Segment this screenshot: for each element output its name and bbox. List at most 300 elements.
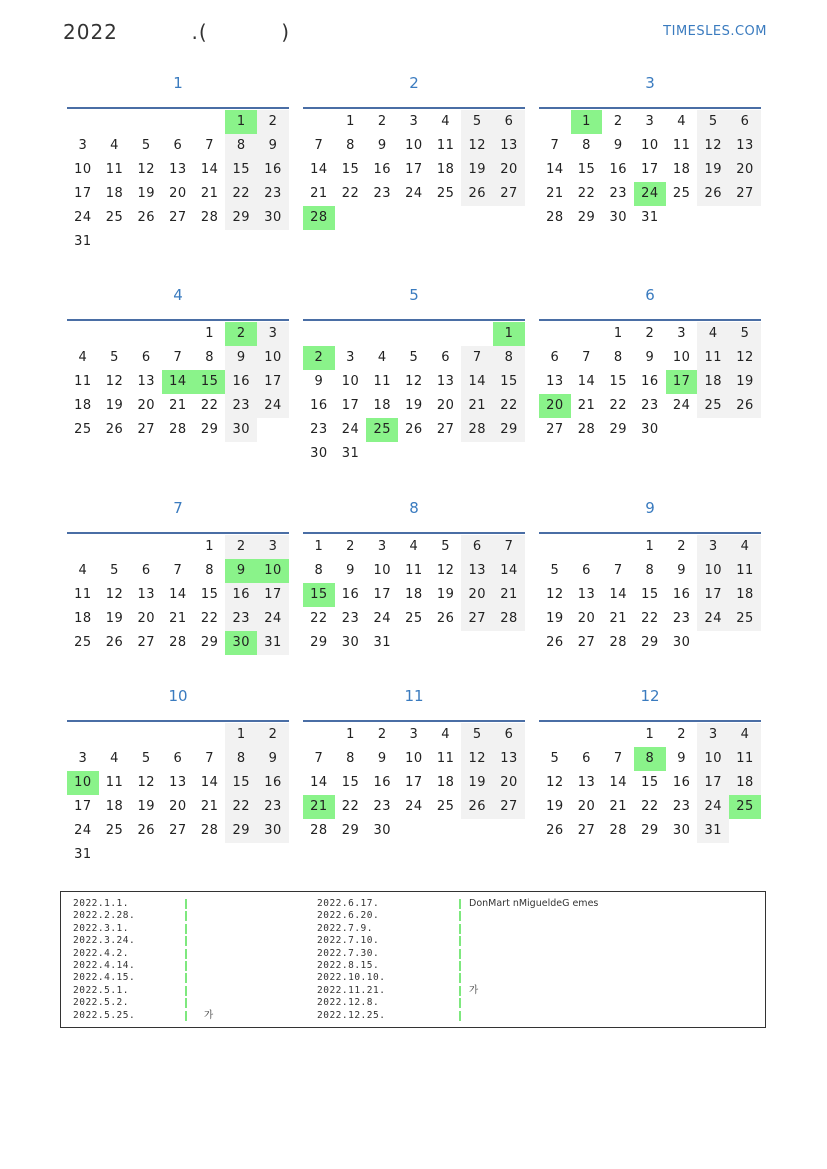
- day-cell: 9: [257, 134, 289, 158]
- day-cell: 6: [582, 563, 591, 578]
- day-cell: 16: [641, 374, 659, 389]
- empty-cell: [697, 631, 729, 655]
- day-cell: 13: [436, 374, 455, 389]
- day-cell: 1: [645, 727, 655, 742]
- day-cell: 6: [550, 350, 560, 365]
- day-cell: 4: [409, 539, 419, 554]
- day-cell: 17: [641, 162, 659, 177]
- day-cell: 22: [641, 799, 659, 814]
- empty-cell: [130, 723, 162, 747]
- day-cell: 17: [405, 162, 423, 177]
- day-cell: 2: [677, 727, 686, 742]
- day-cell: 4: [729, 535, 761, 559]
- day-cell: 29: [200, 635, 219, 650]
- day-cell: 9: [377, 751, 387, 766]
- empty-cell: [99, 535, 131, 559]
- empty-cell: [493, 442, 525, 466]
- empty-cell: [666, 206, 698, 230]
- note-name: [204, 960, 213, 972]
- day-cell: 24: [74, 210, 92, 225]
- day-cell: 30: [373, 823, 391, 838]
- notes-left-dates: [73, 898, 135, 1022]
- day-cell: 8: [346, 138, 355, 153]
- empty-cell: [194, 230, 226, 254]
- empty-cell: [493, 206, 525, 230]
- empty-cell: [539, 110, 571, 134]
- holiday-day-cell: 21: [303, 795, 335, 819]
- day-cell: 15: [225, 158, 257, 182]
- day-cell: 19: [461, 771, 493, 795]
- month-name: 11: [404, 687, 424, 705]
- note-marker: [459, 948, 461, 960]
- day-cell: 27: [137, 635, 155, 650]
- month-rule: [303, 720, 525, 722]
- day-cell: 22: [225, 182, 257, 206]
- empty-cell: [67, 322, 99, 346]
- day-cell: 8: [205, 350, 214, 365]
- day-cell: 11: [74, 374, 92, 389]
- day-cell: 5: [550, 751, 560, 766]
- day-cell: 14: [577, 374, 596, 389]
- month-5: [303, 285, 525, 466]
- empty-cell: [697, 206, 729, 230]
- day-cell: 8: [582, 138, 591, 153]
- day-cell: 16: [672, 775, 691, 790]
- note-name: [469, 910, 598, 922]
- day-cell: 5: [141, 138, 151, 153]
- day-cell: 11: [697, 346, 729, 370]
- day-cell: 30: [341, 635, 360, 650]
- note-marker: [185, 948, 187, 960]
- holiday-day-cell: 17: [666, 370, 698, 394]
- day-cell: 21: [200, 799, 219, 814]
- day-cell: 3: [346, 350, 355, 365]
- empty-cell: [366, 442, 398, 466]
- day-cell: 20: [577, 799, 596, 814]
- note-marker: [459, 898, 461, 910]
- empty-cell: [99, 230, 131, 254]
- day-cell: 22: [225, 795, 257, 819]
- day-cell: 10: [697, 559, 729, 583]
- note-marker: [459, 960, 461, 972]
- empty-cell: [67, 110, 99, 134]
- holiday-day-cell: 28: [303, 206, 335, 230]
- day-cell: 20: [577, 611, 596, 626]
- day-cell: 9: [314, 374, 324, 389]
- holiday-day-cell: 15: [303, 583, 335, 607]
- day-cell: 15: [341, 162, 360, 177]
- day-cell: 21: [546, 186, 564, 201]
- notes-left-names: [204, 898, 213, 1022]
- day-cell: 16: [341, 587, 360, 602]
- day-cell: 2: [613, 114, 623, 129]
- holiday-day-cell: 8: [634, 747, 666, 771]
- empty-cell: [225, 843, 257, 867]
- day-cell: 23: [341, 611, 360, 626]
- day-cell: 29: [641, 823, 659, 838]
- day-cell: 12: [461, 747, 493, 771]
- day-cell: 18: [729, 771, 761, 795]
- day-cell: 9: [346, 563, 355, 578]
- day-cell: 20: [493, 158, 525, 182]
- note-date: 2022.11.21.: [317, 984, 386, 996]
- month-name: 10: [168, 687, 188, 705]
- day-cell: 27: [546, 422, 564, 437]
- day-cell: 2: [257, 723, 289, 747]
- month-name: 6: [645, 286, 655, 304]
- day-cell: 6: [582, 751, 591, 766]
- day-cell: 19: [461, 158, 493, 182]
- day-cell: 28: [546, 210, 564, 225]
- day-cell: 7: [173, 350, 183, 365]
- day-cell: 14: [461, 370, 493, 394]
- empty-cell: [729, 631, 761, 655]
- note-date: 2022.5.25.: [73, 1009, 136, 1021]
- day-cell: 3: [409, 114, 419, 129]
- note-date: 2022.2.28.: [73, 910, 136, 922]
- note-marker: [459, 1010, 461, 1022]
- day-cell: 21: [310, 186, 328, 201]
- day-cell: 12: [729, 346, 761, 370]
- day-cell: 26: [436, 611, 455, 626]
- day-cell: 7: [205, 138, 214, 153]
- month-rule: [303, 532, 525, 534]
- empty-cell: [99, 843, 131, 867]
- empty-cell: [571, 322, 603, 346]
- day-cell: 22: [577, 186, 596, 201]
- day-cell: 29: [577, 210, 596, 225]
- day-cell: 24: [373, 611, 391, 626]
- day-cell: 2: [645, 326, 655, 341]
- month-3: [539, 73, 761, 230]
- day-cell: 13: [493, 134, 525, 158]
- day-cell: 21: [609, 611, 627, 626]
- month-grid: [303, 110, 525, 230]
- note-date: 2022.5.2.: [73, 997, 129, 1009]
- empty-cell: [602, 535, 634, 559]
- day-cell: 18: [729, 583, 761, 607]
- day-cell: 28: [310, 823, 328, 838]
- notes-left-marks: [185, 898, 187, 1022]
- day-cell: 21: [461, 394, 493, 418]
- empty-cell: [162, 230, 194, 254]
- day-cell: 17: [697, 583, 729, 607]
- note-name: [469, 1010, 598, 1022]
- month-name: 8: [409, 499, 419, 517]
- day-cell: 3: [78, 751, 88, 766]
- day-cell: 8: [493, 346, 525, 370]
- note-name: [469, 935, 598, 947]
- day-cell: 17: [405, 775, 423, 790]
- day-cell: 21: [169, 398, 187, 413]
- day-cell: 12: [697, 134, 729, 158]
- day-cell: 15: [200, 587, 219, 602]
- day-cell: 17: [341, 398, 360, 413]
- month-10: [67, 686, 289, 867]
- empty-cell: [303, 110, 335, 134]
- day-cell: 25: [729, 607, 761, 631]
- note-name: [469, 923, 598, 935]
- day-cell: 27: [169, 210, 187, 225]
- day-cell: 28: [493, 607, 525, 631]
- day-cell: 5: [110, 563, 119, 578]
- note-name: [204, 972, 213, 984]
- day-cell: 13: [493, 747, 525, 771]
- day-cell: 17: [373, 587, 391, 602]
- day-cell: 22: [341, 186, 360, 201]
- day-cell: 1: [346, 114, 355, 129]
- month-name: 1: [173, 74, 183, 92]
- day-cell: 17: [697, 771, 729, 795]
- empty-cell: [303, 723, 335, 747]
- empty-cell: [666, 418, 698, 442]
- month-grid: [539, 322, 761, 442]
- day-cell: 6: [493, 110, 525, 134]
- month-11: [303, 686, 525, 843]
- day-cell: 28: [169, 635, 187, 650]
- note-date: 2022.12.25.: [317, 1009, 386, 1021]
- day-cell: 1: [645, 539, 655, 554]
- day-cell: 30: [257, 206, 289, 230]
- month-name: 3: [645, 74, 655, 92]
- day-cell: 14: [609, 587, 627, 602]
- day-cell: 24: [697, 607, 729, 631]
- day-cell: 28: [577, 422, 596, 437]
- day-cell: 15: [341, 775, 360, 790]
- day-cell: 25: [74, 635, 92, 650]
- empty-cell: [493, 819, 525, 843]
- day-cell: 15: [577, 162, 596, 177]
- day-cell: 21: [169, 611, 187, 626]
- day-cell: 16: [373, 162, 391, 177]
- day-cell: 3: [78, 138, 88, 153]
- day-cell: 2: [377, 114, 387, 129]
- day-cell: 12: [461, 134, 493, 158]
- day-cell: 19: [697, 158, 729, 182]
- month-grid: [67, 723, 289, 867]
- day-cell: 7: [173, 563, 183, 578]
- day-cell: 24: [257, 607, 289, 631]
- holiday-notes: [60, 891, 766, 1028]
- day-cell: 27: [493, 182, 525, 206]
- day-cell: 13: [577, 587, 596, 602]
- empty-cell: [335, 322, 367, 346]
- empty-cell: [130, 110, 162, 134]
- day-cell: 11: [729, 747, 761, 771]
- day-cell: 5: [441, 539, 450, 554]
- month-12: [539, 686, 761, 843]
- month-rule: [303, 107, 525, 109]
- empty-cell: [257, 230, 289, 254]
- day-cell: 24: [672, 398, 691, 413]
- day-cell: 27: [436, 422, 455, 437]
- empty-cell: [571, 535, 603, 559]
- month-rule: [539, 532, 761, 534]
- day-cell: 20: [137, 611, 155, 626]
- day-cell: 18: [405, 587, 423, 602]
- day-cell: 10: [672, 350, 691, 365]
- day-cell: 31: [697, 819, 729, 843]
- day-cell: 23: [225, 394, 257, 418]
- day-cell: 9: [645, 350, 655, 365]
- day-cell: 22: [310, 611, 328, 626]
- day-cell: 24: [257, 394, 289, 418]
- day-cell: 30: [672, 635, 691, 650]
- day-cell: 8: [225, 134, 257, 158]
- day-cell: 4: [110, 138, 119, 153]
- notes-right-marks: [459, 898, 461, 1022]
- day-cell: 19: [729, 370, 761, 394]
- empty-cell: [335, 206, 367, 230]
- day-cell: 1: [314, 539, 324, 554]
- empty-cell: [729, 418, 761, 442]
- day-cell: 1: [346, 727, 355, 742]
- empty-cell: [398, 819, 430, 843]
- day-cell: 29: [200, 422, 219, 437]
- note-date: 2022.1.1.: [73, 898, 129, 909]
- day-cell: 26: [105, 635, 124, 650]
- day-cell: 10: [697, 747, 729, 771]
- day-cell: 29: [493, 418, 525, 442]
- day-cell: 16: [225, 583, 257, 607]
- day-cell: 7: [461, 346, 493, 370]
- note-marker: [185, 972, 187, 984]
- day-cell: 14: [493, 559, 525, 583]
- day-cell: 15: [609, 374, 627, 389]
- day-cell: 26: [729, 394, 761, 418]
- month-name: 2: [409, 74, 419, 92]
- day-cell: 14: [310, 775, 328, 790]
- day-cell: 10: [373, 563, 391, 578]
- day-cell: 7: [205, 751, 214, 766]
- day-cell: 10: [257, 346, 289, 370]
- note-marker: [459, 972, 461, 984]
- day-cell: 13: [137, 374, 155, 389]
- day-cell: 23: [257, 795, 289, 819]
- day-cell: 31: [341, 446, 360, 461]
- day-cell: 20: [169, 186, 187, 201]
- month-1: [67, 73, 289, 254]
- day-cell: 1: [205, 539, 214, 554]
- day-cell: 28: [200, 210, 219, 225]
- empty-cell: [398, 631, 430, 655]
- day-cell: 12: [105, 587, 124, 602]
- month-grid: [67, 110, 289, 254]
- brand-link[interactable]: TIMESLES.COM: [663, 24, 767, 39]
- day-cell: 31: [74, 847, 92, 862]
- notes-right-dates: [317, 898, 385, 1022]
- day-cell: 9: [677, 751, 686, 766]
- day-cell: 20: [169, 799, 187, 814]
- month-rule: [303, 319, 525, 321]
- day-cell: 20: [436, 398, 455, 413]
- holiday-day-cell: 25: [366, 418, 398, 442]
- day-cell: 23: [672, 611, 691, 626]
- day-cell: 25: [105, 210, 124, 225]
- day-cell: 18: [436, 775, 455, 790]
- month-rule: [67, 720, 289, 722]
- day-cell: 28: [461, 418, 493, 442]
- note-name: [204, 948, 213, 960]
- day-cell: 31: [257, 631, 289, 655]
- day-cell: 5: [550, 563, 560, 578]
- note-date: 2022.3.1.: [73, 922, 129, 934]
- day-cell: 18: [74, 398, 92, 413]
- day-cell: 30: [225, 418, 257, 442]
- empty-cell: [539, 535, 571, 559]
- day-cell: 13: [461, 559, 493, 583]
- day-cell: 11: [436, 751, 455, 766]
- note-name: [469, 960, 598, 972]
- day-cell: 15: [225, 771, 257, 795]
- day-cell: 13: [169, 162, 187, 177]
- day-cell: 29: [641, 635, 659, 650]
- holiday-day-cell: 2: [225, 322, 257, 346]
- note-name: [469, 948, 598, 960]
- holiday-day-cell: 9: [225, 559, 257, 583]
- day-cell: 17: [257, 583, 289, 607]
- day-cell: 24: [405, 799, 423, 814]
- note-marker: [459, 935, 461, 947]
- day-cell: 14: [200, 775, 219, 790]
- day-cell: 11: [105, 162, 124, 177]
- day-cell: 20: [493, 771, 525, 795]
- day-cell: 30: [609, 210, 627, 225]
- empty-cell: [366, 206, 398, 230]
- empty-cell: [461, 819, 493, 843]
- day-cell: 30: [672, 823, 691, 838]
- empty-cell: [430, 206, 462, 230]
- day-cell: 25: [105, 823, 124, 838]
- month-rule: [539, 720, 761, 722]
- day-cell: 19: [105, 398, 124, 413]
- note-name: [469, 997, 598, 1009]
- note-name: [204, 898, 213, 910]
- month-2: [303, 73, 525, 230]
- day-cell: 27: [461, 607, 493, 631]
- day-cell: 10: [641, 138, 659, 153]
- month-grid: [303, 322, 525, 466]
- empty-cell: [398, 206, 430, 230]
- day-cell: 26: [461, 182, 493, 206]
- month-grid: [67, 535, 289, 655]
- note-date: 2022.6.20.: [317, 910, 380, 922]
- day-cell: 8: [314, 563, 324, 578]
- day-cell: 13: [577, 775, 596, 790]
- day-cell: 24: [74, 823, 92, 838]
- holiday-day-cell: 2: [303, 346, 335, 370]
- month-grid: [303, 535, 525, 655]
- day-cell: 22: [341, 799, 360, 814]
- holiday-day-cell: 14: [162, 370, 194, 394]
- note-marker: [185, 898, 187, 910]
- day-cell: 13: [169, 775, 187, 790]
- empty-cell: [430, 322, 462, 346]
- empty-cell: [398, 322, 430, 346]
- notes-right-names: [469, 898, 598, 1022]
- day-cell: 7: [613, 563, 623, 578]
- empty-cell: [162, 110, 194, 134]
- day-cell: 23: [225, 607, 257, 631]
- holiday-day-cell: 10: [67, 771, 99, 795]
- empty-cell: [194, 110, 226, 134]
- note-date: 2022.10.10.: [317, 972, 386, 984]
- day-cell: 1: [225, 723, 257, 747]
- day-cell: 5: [461, 723, 493, 747]
- day-cell: 10: [341, 374, 360, 389]
- day-cell: 19: [436, 587, 455, 602]
- day-cell: 27: [577, 635, 596, 650]
